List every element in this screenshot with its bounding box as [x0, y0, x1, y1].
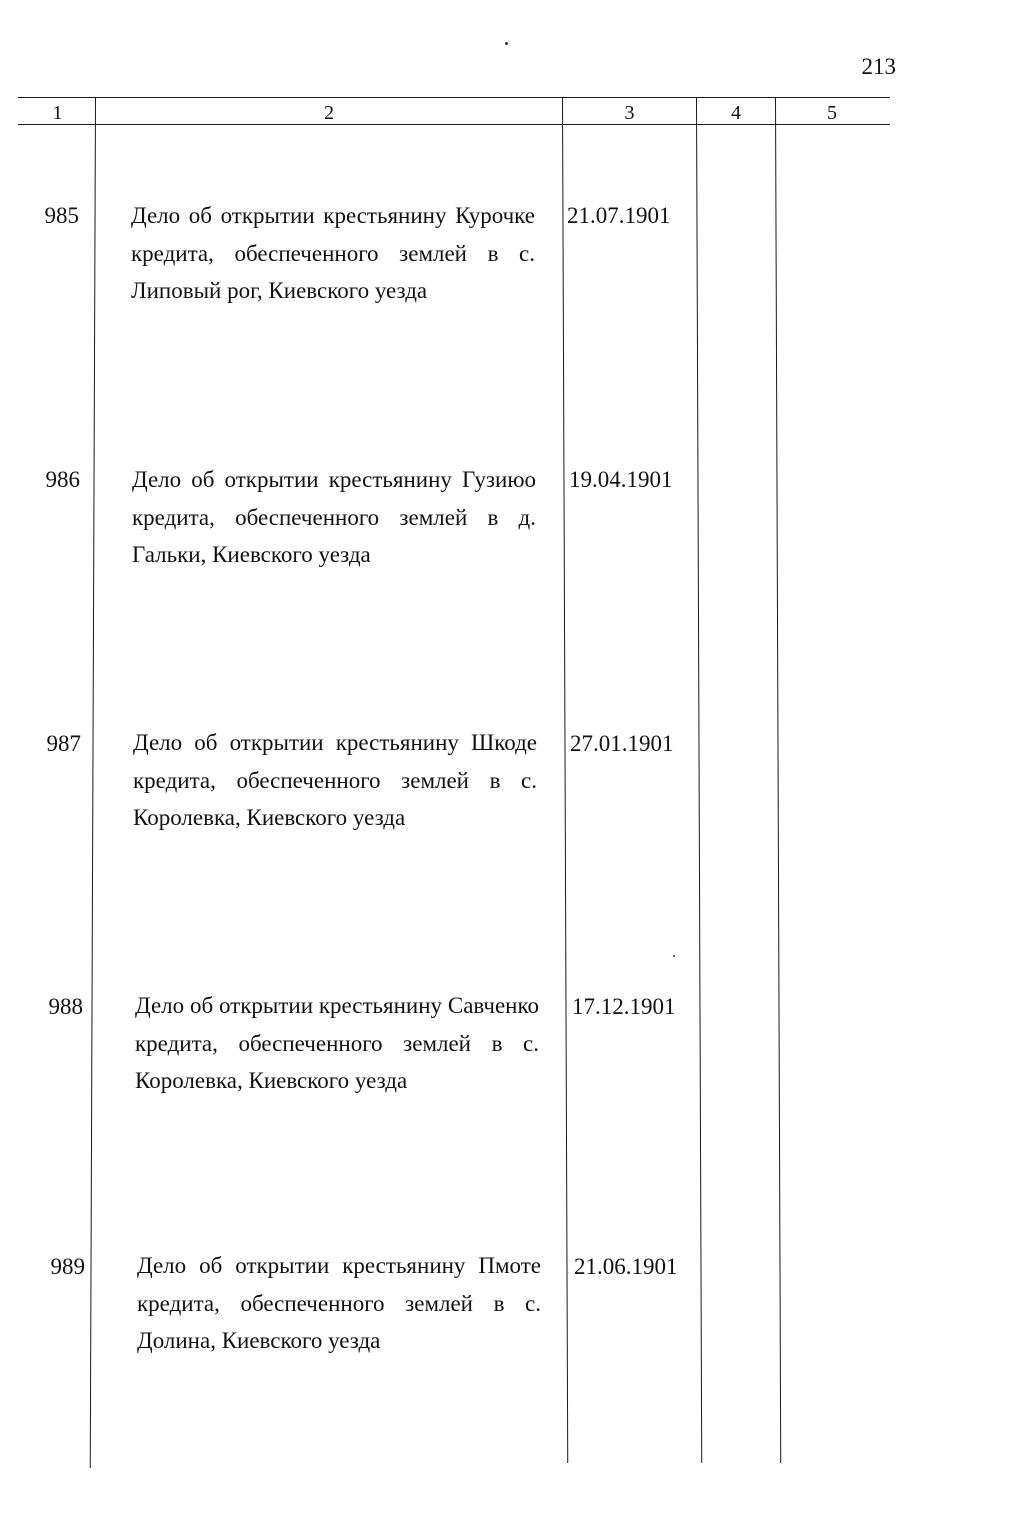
record-date: 21.07.1901 [567, 203, 671, 228]
column-header-5: 5 [827, 102, 837, 124]
record-title: Дело об открытии крестьянину Шкоде кредита, обеспеченного землей в с. Королевка, Киевского уезда [133, 730, 537, 830]
record-number: 986 [45, 467, 80, 492]
column-divider-2 [562, 98, 568, 1463]
record-number: 987 [46, 731, 81, 756]
record-title: Дело об открытии крестьянину Савченко кредита, обеспеченного землей в с. Королевка, Киевского уезда [135, 993, 539, 1093]
scan-speck [505, 42, 508, 45]
scan-speck [673, 955, 675, 957]
column-header-1: 1 [52, 102, 63, 124]
record-date: 19.04.1901 [569, 467, 673, 492]
record-date: 27.01.1901 [570, 731, 674, 756]
record-number: 985 [44, 203, 79, 228]
record-title: Дело об открытии крестьянину Курочке кредита, обеспеченного землей в с. Липовый рог, Киевского уезда [131, 203, 535, 303]
record-date: 21.06.1901 [574, 1254, 678, 1279]
record-date: 17.12.1901 [572, 994, 676, 1019]
record-title: Дело об открытии крестьянину Пмоте кредита, обеспеченного землей в с. Долина, Киевского уезда [137, 1253, 541, 1353]
record-number: 989 [50, 1254, 85, 1279]
column-header-2: 2 [324, 102, 334, 124]
record-title: Дело об открытии крестьянину Гузиюо кредита, обеспеченного землей в д. Гальки, Киевского уезда [132, 467, 536, 567]
record-number: 988 [48, 994, 83, 1019]
column-divider-4 [775, 98, 781, 1463]
table-top-rule [18, 97, 890, 98]
column-divider-1 [90, 98, 96, 1468]
column-header-3: 3 [624, 102, 635, 124]
column-header-4: 4 [731, 102, 741, 124]
page-number: 213 [861, 54, 896, 79]
